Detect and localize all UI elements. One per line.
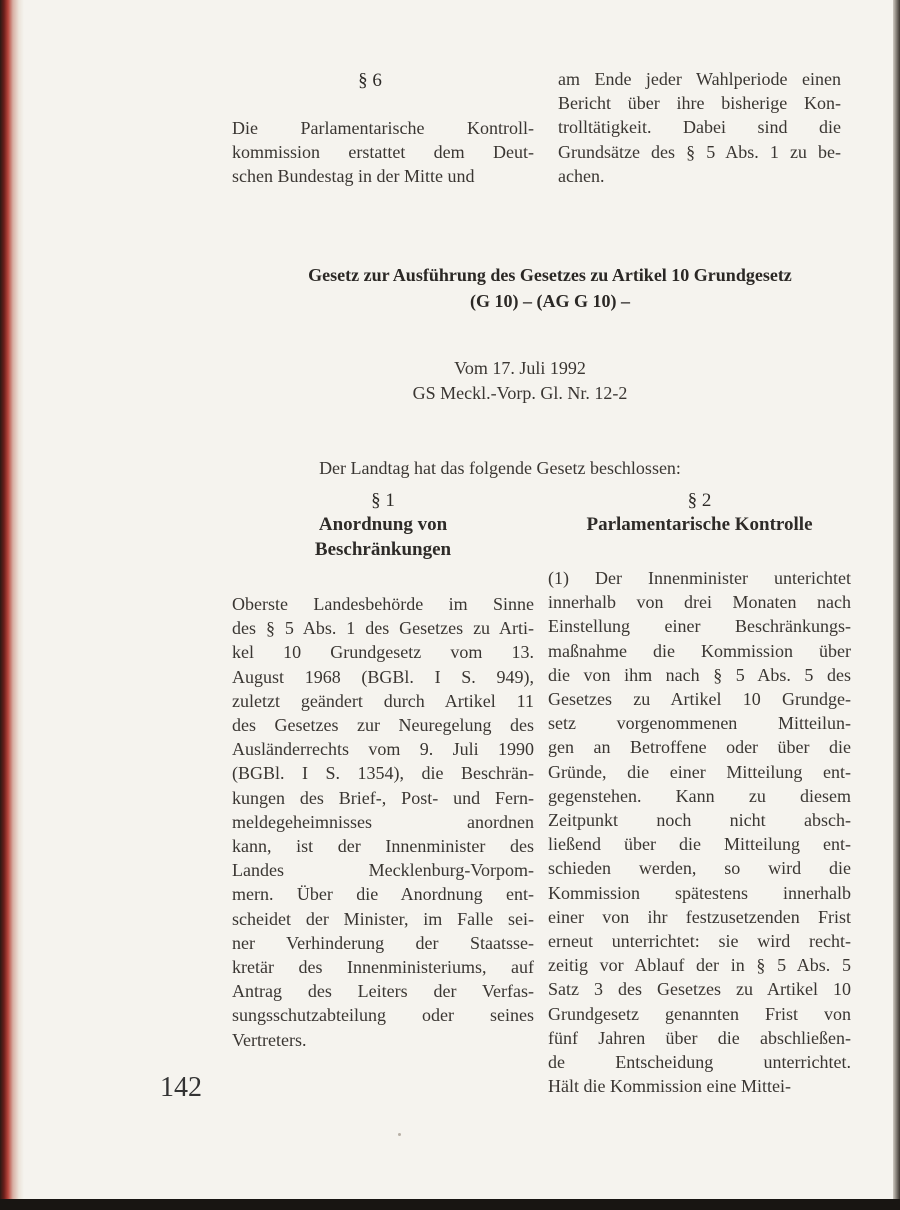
section-6-symbol: § 6 xyxy=(358,70,382,91)
law-title-line-2: (G 10) – (AG G 10) – xyxy=(470,291,630,311)
dust-speck xyxy=(398,1133,401,1136)
law-reference: GS Meckl.-Vorp. Gl. Nr. 12-2 xyxy=(412,383,628,403)
text-line: fünf Jahren über die abschließen- xyxy=(548,1027,851,1048)
text-line: Satz 3 des Gesetzes zu Artikel 10 xyxy=(548,979,851,1000)
section-2-heading xyxy=(548,490,851,537)
text-line: zeitig vor Ablauf der in § 5 Abs. 5 xyxy=(548,955,851,976)
text-line: Die Parlamentarische Kontroll- xyxy=(232,118,534,138)
text-line: meldegeheimnisses anordnen xyxy=(232,811,534,832)
text-line: des § 5 Abs. 1 des Gesetzes zu Arti- xyxy=(232,618,534,639)
section-1-title-line-1: Anordnung von xyxy=(318,514,448,535)
text-line: ließend über die Mitteilung ent- xyxy=(548,834,851,855)
text-line: mern. Über die Anordnung ent- xyxy=(232,884,534,905)
section-2-title: Parlamentarische Kontrolle xyxy=(586,514,813,535)
text-line: einer von ihr festzusetzenden Frist xyxy=(548,906,851,927)
text-line: kretär des Innenministeriums, auf xyxy=(232,957,534,978)
text-line: Grundsätze des § 5 Abs. 1 zu be- xyxy=(558,141,841,162)
text-line: scheidet der Minister, im Falle sei- xyxy=(232,908,534,929)
section-1-heading xyxy=(232,490,534,562)
section-2-body xyxy=(548,566,851,1098)
text-line: die von ihm nach § 5 Abs. 5 des xyxy=(548,664,851,685)
text-line: (1) Der Innenminister unterichtet xyxy=(548,568,851,588)
law-title xyxy=(240,262,860,314)
law-date: Vom 17. Juli 1992 xyxy=(454,358,586,378)
section-1-body xyxy=(232,592,534,1052)
text-line: gen an Betroffene oder über die xyxy=(548,737,851,758)
section-1-title-line-2: Beschränkungen xyxy=(314,539,452,560)
text-line: ner Verhinderung der Staatsse- xyxy=(232,932,534,953)
text-line: Antrag des Leiters der Verfas- xyxy=(232,981,534,1002)
text-line: setz vorgenommenen Mitteilun- xyxy=(548,713,851,734)
law-title-line-1: Gesetz zur Ausführung des Gesetzes zu Artikel 10 Grundgesetz xyxy=(308,265,792,285)
text-line: de Entscheidung unterrichtet. xyxy=(548,1052,851,1073)
section-6-text-left xyxy=(232,116,534,189)
text-line: kommission erstattet dem Deut- xyxy=(232,142,534,163)
text-line: kungen des Brief-, Post- und Fern- xyxy=(232,787,534,808)
text-line: kel 10 Grundgesetz vom 13. xyxy=(232,642,534,663)
page-edge-bottom xyxy=(0,1199,900,1210)
text-line: innerhalb von drei Monaten nach xyxy=(548,592,851,613)
text-line: Gründe, die einer Mitteilung ent- xyxy=(548,761,851,782)
text-line: Zeitpunkt noch nicht absch- xyxy=(548,810,851,831)
text-line: achen. xyxy=(558,165,605,186)
text-line: gegenstehen. Kann zu diesem xyxy=(548,785,851,806)
section-2-symbol: § 2 xyxy=(687,490,712,511)
text-line: Vertreters. xyxy=(232,1029,307,1050)
text-line: Oberste Landesbehörde im Sinne xyxy=(232,594,534,614)
text-line: Einstellung einer Beschränkungs- xyxy=(548,616,851,637)
text-line: (BGBl. I S. 1354), die Beschrän- xyxy=(232,763,534,784)
text-line: trolltätigkeit. Dabei sind die xyxy=(558,117,841,138)
text-line: Grundgesetz genannten Frist von xyxy=(548,1003,851,1024)
text-line: kann, ist der Innenminister des xyxy=(232,836,534,857)
text-line: erneut unterrichtet: sie wird recht- xyxy=(548,931,851,952)
text-line: August 1968 (BGBl. I S. 949), xyxy=(232,666,534,687)
text-line: schieden werden, so wird die xyxy=(548,858,851,879)
page-number: 142 xyxy=(160,1072,202,1103)
text-line: zuletzt geändert durch Artikel 11 xyxy=(232,690,534,711)
section-1-symbol: § 1 xyxy=(371,490,395,511)
text-line: am Ende jeder Wahlperiode einen xyxy=(558,69,841,89)
section-6-text-right xyxy=(558,67,841,188)
text-line: Bericht über ihre bisherige Kon- xyxy=(558,93,841,114)
text-line: maßnahme die Kommission über xyxy=(548,640,851,661)
text-line: Hält die Kommission eine Mittei- xyxy=(548,1076,791,1097)
text-line: sungsschutzabteilung oder seines xyxy=(232,1005,534,1026)
book-spine-edge xyxy=(0,0,24,1199)
text-line: schen Bundestag in der Mitte und xyxy=(232,166,475,187)
text-line: Landes Mecklenburg-Vorpom- xyxy=(232,860,534,881)
section-6-heading xyxy=(330,70,410,92)
page-edge-right xyxy=(893,0,900,1210)
text-line: des Gesetzes zur Neuregelung des xyxy=(232,715,534,736)
law-preamble: Der Landtag hat das folgende Gesetz beschlossen: xyxy=(319,458,681,478)
text-line: Kommission spätestens innerhalb xyxy=(548,882,851,903)
text-line: Ausländerrechts vom 9. Juli 1990 xyxy=(232,739,534,760)
text-line: Gesetzes zu Artikel 10 Grundge- xyxy=(548,689,851,710)
